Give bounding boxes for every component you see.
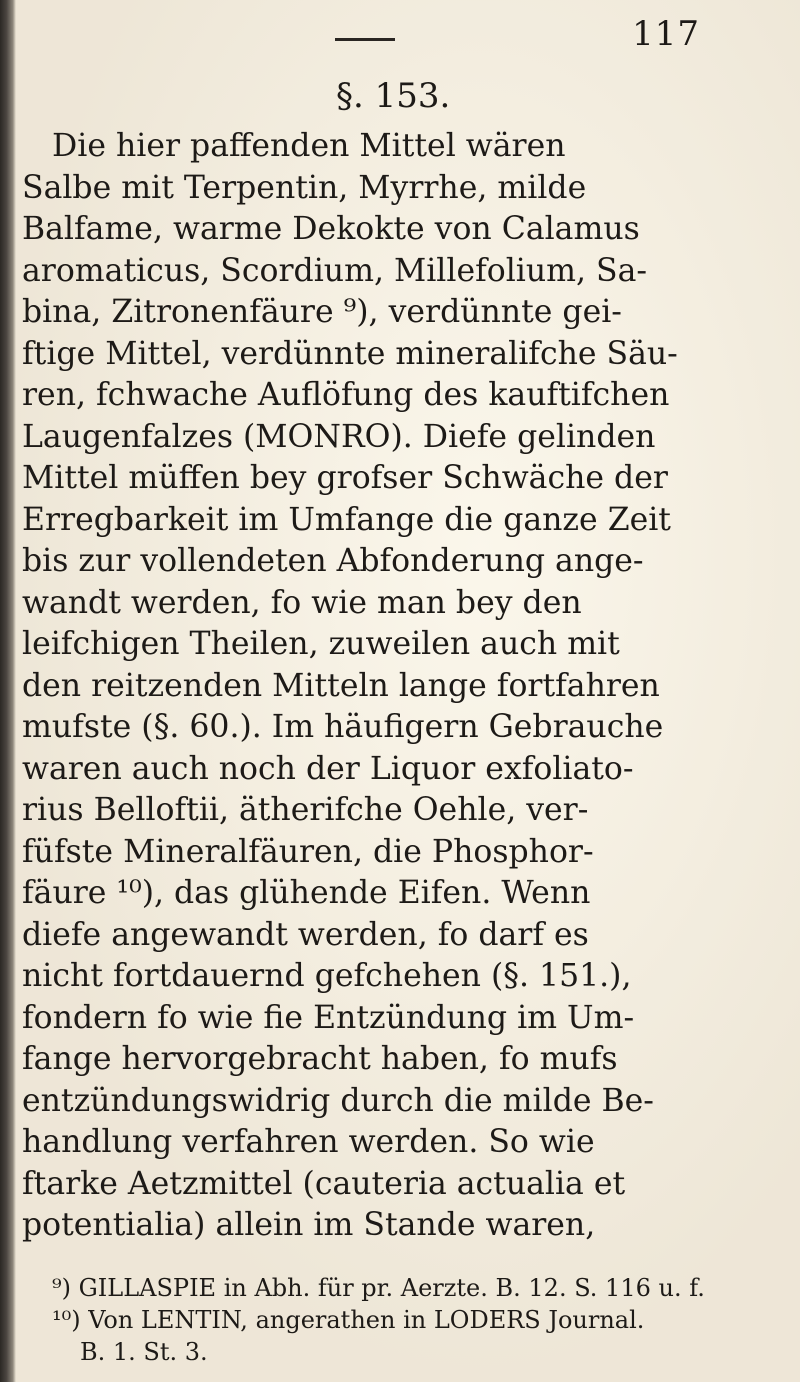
book-spine-shadow bbox=[0, 0, 16, 1382]
text-line: ftige Mittel, verdünnte mineralifche Säu- bbox=[22, 335, 678, 372]
text-line: Mittel müffen bey grofser Schwäche der bbox=[22, 460, 668, 496]
text-line: rius Belloftii, ätherifche Oehle, ver- bbox=[22, 792, 589, 828]
text-line: den reitzenden Mitteln lange fortfahren bbox=[22, 667, 660, 704]
body-text bbox=[22, 126, 742, 1247]
text-line: potentialia) allein im Stande waren, bbox=[22, 1207, 596, 1243]
footnotes bbox=[52, 1272, 772, 1368]
text-line: bina, Zitronenfäure ⁹), verdünnte gei- bbox=[22, 294, 622, 330]
text-line: ftarke Aetzmittel (cauteria actualia et bbox=[22, 1165, 626, 1202]
text-line: entzündungswidrig durch die milde Be- bbox=[22, 1082, 654, 1119]
text-line: leifchigen Theilen, zuweilen auch mit bbox=[22, 626, 620, 662]
text-line: fäure ¹⁰), das glühende Eifen. Wenn bbox=[22, 875, 591, 911]
text-line: fondern fo wie fie Entzündung im Um- bbox=[22, 999, 635, 1036]
text-line: handlung verfahren werden. So wie bbox=[22, 1124, 595, 1160]
section-heading: §. 153. bbox=[336, 76, 451, 116]
text-line: mufste (§. 60.). Im häufigern Gebrauche bbox=[22, 709, 664, 745]
text-line: bis zur vollendeten Abfonderung ange- bbox=[22, 543, 644, 579]
text-line: Die hier paffenden Mittel wären bbox=[52, 128, 566, 164]
footnote-10: ¹⁰) Von LENTIN, angerathen in LODERS Journal. bbox=[52, 1306, 645, 1334]
footnote-9: ⁹) GILLASPIE in Abh. für pr. Aerzte. B. 12. S. 116 u. f. bbox=[52, 1274, 705, 1302]
text-line: nicht fortdauernd gefchehen (§. 151.), bbox=[22, 958, 632, 994]
page-number: 117 bbox=[632, 14, 700, 54]
text-line: Salbe mit Terpentin, Myrrhe, milde bbox=[22, 169, 587, 206]
footnote-10-continued: B. 1. St. 3. bbox=[80, 1338, 208, 1366]
text-line: ren, fchwache Auflöfung des kauftifchen bbox=[22, 377, 670, 413]
header-rule bbox=[335, 38, 395, 41]
text-line: Laugenfalzes (MONRO). Diefe gelinden bbox=[22, 418, 656, 455]
text-line: aromaticus, Scordium, Millefolium, Sa- bbox=[22, 252, 648, 289]
text-line: wandt werden, fo wie man bey den bbox=[22, 584, 582, 621]
text-line: Erregbarkeit im Umfange die ganze Zeit bbox=[22, 501, 671, 538]
text-line: diefe angewandt werden, fo darf es bbox=[22, 916, 589, 953]
text-line: Balfame, warme Dekokte von Calamus bbox=[22, 211, 640, 247]
text-line: fange hervorgebracht haben, fo mufs bbox=[22, 1041, 618, 1077]
text-line: füfste Mineralfäuren, die Phosphor- bbox=[22, 833, 594, 870]
text-line: waren auch noch der Liquor exfoliato- bbox=[22, 750, 634, 787]
